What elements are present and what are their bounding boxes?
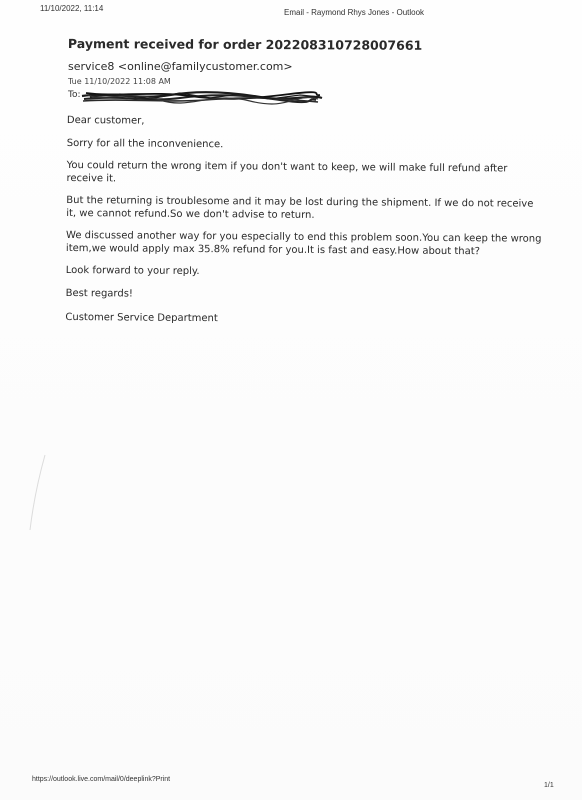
body-paragraph: Best regards! bbox=[65, 287, 133, 300]
email-sender: service8 <online@familycustomer.com> bbox=[68, 60, 293, 73]
email-signature: Customer Service Department bbox=[65, 311, 218, 325]
print-page-number: 1/1 bbox=[544, 782, 554, 789]
body-paragraph: We discussed another way for you especially to end this problem soon.You can keep the wrong item,we would apply max 35.8% refund for you.It is fast and easy.How about that? bbox=[65, 229, 542, 257]
email-recipient-line bbox=[68, 90, 81, 100]
email-body bbox=[65, 115, 547, 338]
body-paragraph: Dear customer, bbox=[66, 115, 145, 127]
body-paragraph: Sorry for all the inconvenience. bbox=[66, 137, 224, 150]
email-sent-date: Tue 11/10/2022 11:08 AM bbox=[68, 77, 171, 86]
body-paragraph: But the returning is troublesome and it may be lost during the shipment. If we do not receive it, we cannot refund.So we don't advise to return. bbox=[66, 194, 534, 221]
print-footer-url: https://outlook.live.com/mail/0/deeplink?Print bbox=[32, 776, 171, 783]
email-subject: Payment received for order 202208310728007661 bbox=[67, 36, 423, 53]
print-timestamp: 11/10/2022, 11:14 bbox=[40, 4, 104, 13]
body-paragraph: You could return the wrong item if you don't want to keep, we will make full refund after receive it. bbox=[66, 159, 508, 184]
print-window-title: Email - Raymond Rhys Jones - Outlook bbox=[284, 8, 425, 17]
recipient-redaction-scribble bbox=[80, 88, 324, 106]
to-label: To: bbox=[68, 90, 81, 100]
body-paragraph: Look forward to your reply. bbox=[65, 264, 200, 278]
